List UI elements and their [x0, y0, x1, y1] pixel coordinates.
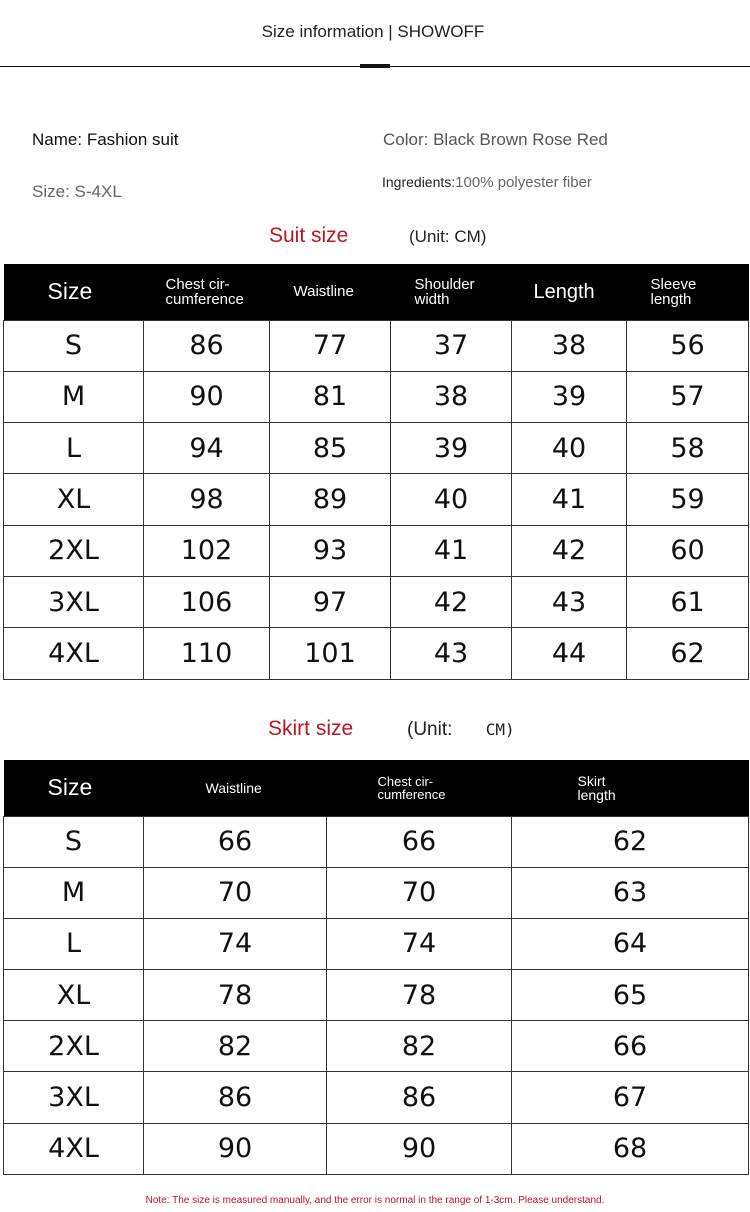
measurement-cell: 85 — [270, 423, 391, 474]
skirt-size-title: Skirt size — [268, 717, 354, 740]
measurement-cell: 38 — [512, 320, 627, 371]
page-title: Size information | SHOWOFF — [261, 22, 485, 41]
table-row — [4, 867, 749, 918]
measurement-cell: 44 — [512, 628, 627, 679]
product-name — [32, 130, 178, 150]
skirt-unit-open: (Unit: — [407, 719, 453, 740]
measurement-cell: 78 — [144, 970, 327, 1021]
table-row — [4, 628, 749, 679]
measurement-cell: 58 — [627, 423, 749, 474]
measurement-cell: 61 — [627, 576, 749, 627]
column-header: Length — [512, 264, 627, 320]
measurement-cell: 40 — [512, 423, 627, 474]
measurement-cell: 65 — [512, 970, 749, 1021]
size-cell: S — [4, 816, 144, 867]
ingredients-label: Ingredients: — [382, 174, 456, 190]
size-label: Size: — [32, 182, 70, 201]
measurement-cell: 82 — [327, 1021, 512, 1072]
measurement-cell: 41 — [391, 525, 512, 576]
measurement-cell: 57 — [627, 371, 749, 422]
measurement-cell: 43 — [391, 628, 512, 679]
table-row — [4, 576, 749, 627]
measurement-cell: 66 — [144, 816, 327, 867]
measurement-cell: 101 — [270, 628, 391, 679]
measurement-cell: 82 — [144, 1021, 327, 1072]
measurement-cell: 41 — [512, 474, 627, 525]
size-value: S-4XL — [74, 182, 122, 201]
measurement-cell: 106 — [144, 576, 270, 627]
measurement-cell: 86 — [144, 320, 270, 371]
measurement-cell: 89 — [270, 474, 391, 525]
table-row — [4, 918, 749, 969]
measurement-cell: 70 — [144, 867, 327, 918]
measurement-cell: 93 — [270, 525, 391, 576]
table-row — [4, 525, 749, 576]
column-header: Shoulder width — [391, 264, 512, 320]
size-cell: XL — [4, 474, 144, 525]
measurement-cell: 42 — [391, 576, 512, 627]
product-ingredients — [382, 174, 592, 191]
measurement-cell: 90 — [327, 1123, 512, 1174]
measurement-note: Note: The size is measured manually, and the error is normal in the range of 1-3cm. Please understand. — [145, 1195, 605, 1206]
table-row — [4, 1072, 749, 1123]
suit-size-unit: (Unit: CM) — [409, 227, 487, 246]
column-header: Chest cir- cumference — [144, 264, 270, 320]
column-header: Skirt length — [512, 760, 749, 816]
color-label: Color: — [383, 130, 429, 149]
ingredients-value: 100% polyester fiber — [455, 174, 592, 191]
column-header: Waistline — [144, 760, 327, 816]
measurement-cell: 39 — [391, 423, 512, 474]
measurement-cell: 81 — [270, 371, 391, 422]
measurement-cell: 90 — [144, 371, 270, 422]
column-header: Waistline — [270, 264, 391, 320]
skirt-unit-close: CM) — [485, 720, 515, 739]
size-cell: 3XL — [4, 1072, 144, 1123]
measurement-cell: 86 — [144, 1072, 327, 1123]
size-cell: L — [4, 423, 144, 474]
product-size-range — [32, 182, 122, 202]
measurement-cell: 102 — [144, 525, 270, 576]
size-cell: 3XL — [4, 576, 144, 627]
suit-size-table — [3, 264, 749, 680]
measurement-cell: 42 — [512, 525, 627, 576]
measurement-cell: 64 — [512, 918, 749, 969]
measurement-cell: 63 — [512, 867, 749, 918]
table-row — [4, 1123, 749, 1174]
header-divider-accent — [360, 64, 390, 68]
size-cell: L — [4, 918, 144, 969]
measurement-cell: 94 — [144, 423, 270, 474]
table-row — [4, 474, 749, 525]
measurement-cell: 62 — [512, 816, 749, 867]
measurement-cell: 62 — [627, 628, 749, 679]
measurement-cell: 110 — [144, 628, 270, 679]
size-cell: M — [4, 867, 144, 918]
measurement-cell: 77 — [270, 320, 391, 371]
measurement-cell: 66 — [512, 1021, 749, 1072]
size-cell: S — [4, 320, 144, 371]
column-header: Sleeve length — [627, 264, 749, 320]
size-cell: 2XL — [4, 525, 144, 576]
measurement-cell: 40 — [391, 474, 512, 525]
measurement-cell: 37 — [391, 320, 512, 371]
skirt-size-table — [3, 760, 749, 1175]
measurement-cell: 56 — [627, 320, 749, 371]
size-cell: 2XL — [4, 1021, 144, 1072]
measurement-cell: 38 — [391, 371, 512, 422]
measurement-cell: 43 — [512, 576, 627, 627]
measurement-cell: 97 — [270, 576, 391, 627]
size-cell: 4XL — [4, 628, 144, 679]
skirt-size-unit — [407, 719, 515, 741]
color-value: Black Brown Rose Red — [433, 130, 608, 149]
size-cell: XL — [4, 970, 144, 1021]
measurement-cell: 60 — [627, 525, 749, 576]
measurement-cell: 67 — [512, 1072, 749, 1123]
measurement-cell: 90 — [144, 1123, 327, 1174]
table-header-row — [4, 760, 749, 816]
suit-size-title: Suit size — [269, 224, 349, 247]
column-header: Chest cir- cumference — [327, 760, 512, 816]
measurement-cell: 74 — [327, 918, 512, 969]
name-value: Fashion suit — [86, 130, 179, 149]
table-row — [4, 970, 749, 1021]
measurement-cell: 86 — [327, 1072, 512, 1123]
name-label: Name: — [32, 130, 83, 149]
measurement-cell: 66 — [327, 816, 512, 867]
measurement-cell: 59 — [627, 474, 749, 525]
size-cell: M — [4, 371, 144, 422]
table-header-row — [4, 264, 749, 320]
table-row — [4, 816, 749, 867]
measurement-cell: 74 — [144, 918, 327, 969]
column-header: Size — [4, 760, 144, 816]
column-header: Size — [4, 264, 144, 320]
measurement-cell: 78 — [327, 970, 512, 1021]
table-row — [4, 1021, 749, 1072]
measurement-cell: 39 — [512, 371, 627, 422]
product-color — [383, 130, 608, 150]
table-row — [4, 320, 749, 371]
measurement-cell: 68 — [512, 1123, 749, 1174]
table-row — [4, 423, 749, 474]
measurement-cell: 70 — [327, 867, 512, 918]
table-row — [4, 371, 749, 422]
measurement-cell: 98 — [144, 474, 270, 525]
size-cell: 4XL — [4, 1123, 144, 1174]
